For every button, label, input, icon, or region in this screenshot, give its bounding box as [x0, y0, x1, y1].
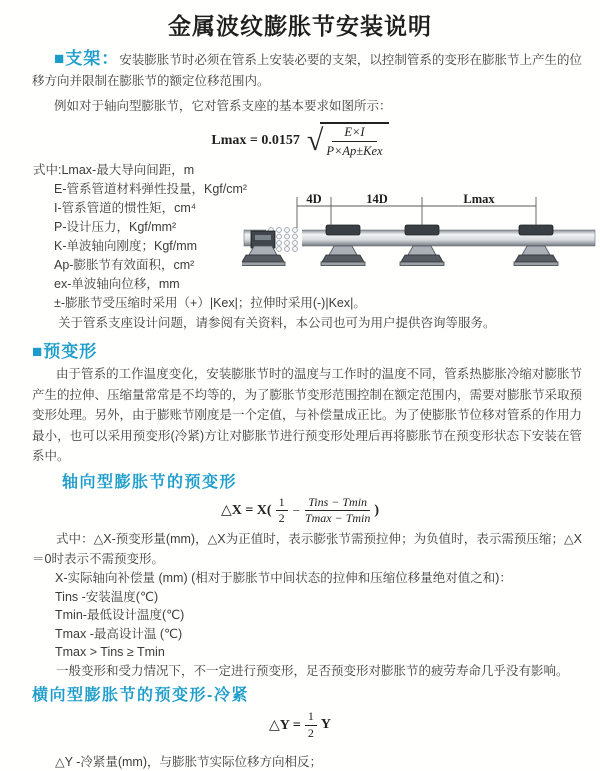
page-title: 金属波纹膨胀节安装说明 [168, 13, 432, 39]
parameter-line: X-实际轴向补偿量 (mm) (相对于膨胀节中间状态的拉伸和压缩位移量绝对值之和)： [55, 571, 512, 586]
fraction-denominator: 2 [278, 511, 285, 526]
definition-line: 式中:Lmax-最大导向间距，m [33, 163, 195, 177]
lmax-formula-fraction [320, 122, 388, 159]
axial-note-text: 一般变形和受力情况下，不一定进行预变形，足否预变形对膨胀节的疲劳寿命几乎没有影响。 [56, 663, 569, 678]
axial-formula-operator: − [292, 502, 300, 518]
dim-label-14d: 14D [366, 193, 388, 206]
fraction-numerator: 1 [276, 496, 288, 512]
definition-line: E-管系管道材料弹性投量，Kgf/cm² [54, 182, 248, 196]
predeform-section-heading [32, 342, 600, 362]
support-example-text: 例如对于轴向型膨胀节，它对管系支座的基本要求如图所示： [54, 99, 392, 113]
lmax-formula-numerator: E×I [332, 125, 376, 142]
support-intro-text: 安装膨胀节时必须在管系上安装必要的支架，以控制管系的变形在膨胀节上产生的位移方向并限制在膨胀节的额定位移范围内。 [32, 53, 582, 88]
parameter-line: Tmax > Tins ≥ Tmin [55, 645, 165, 660]
definition-line: I-管系管道的惯性矩，cm⁴ [54, 201, 197, 215]
predeform-section-marker: ■ [32, 342, 44, 361]
lateral-formula-half-fraction [305, 710, 317, 741]
axial-formula-lhs: △X = X( [220, 503, 272, 519]
support-section-label: 支架： [65, 49, 120, 68]
predeform-paragraph: 由于管系的工作温度变化，安装膨胀节时的温度与工作时的温度不同，管系热膨胀冷缩对膨胀节产生的拉伸、压缩量常常是不均等的，为了膨胀节变形范围控制在额定范围内，需要对膨胀节采取预变形处理。另外，由于膨账节刚度是一个定值，与补偿量成正比。为了使膨胀节位移对管系的作用力最小，也可以采用预变形(冷紧)方让对膨胀节进行预变形处理后再将膨胀节在预变形状态下安装在管系中。 [32, 367, 583, 463]
axial-formula [0, 496, 600, 527]
lmax-formula-denominator: P×Ap±Kex [326, 144, 383, 158]
fraction-denominator: Tmax − Tmin [304, 511, 371, 526]
support-note-text: 关于管系支座设计问题，请参阅有关资料，本公司也可为用户提供咨询等服务。 [58, 316, 496, 330]
definition-line: ±-膨胀节受压缩时采用（+）|Kex|；拉伸时采用(-)|Kex|。 [54, 296, 366, 310]
definition-line: K-单波轴向刚度；Kgf/mm [54, 239, 198, 253]
document-page [0, 12, 600, 770]
definition-line: P-设计压力，Kgf/mm² [54, 220, 177, 234]
predeform-section-label: 预变形 [43, 342, 98, 361]
parameter-line: Tmin-最低设计温度(℃) [55, 608, 185, 623]
lmax-formula [0, 122, 600, 159]
axial-formula-half-fraction [276, 496, 288, 527]
axial-subheading: 轴向型膨胀节的预变形 [62, 473, 238, 491]
fraction-numerator: Tins − Tmin [305, 496, 370, 512]
fraction-denominator: 2 [307, 725, 314, 740]
dimension-lines [297, 197, 536, 228]
axial-formula-temp-fraction [305, 496, 370, 527]
lateral-formula [0, 710, 600, 741]
definition-line: ex-单波轴向位移，mm [54, 277, 180, 291]
radical-sign: √ [306, 123, 324, 157]
axial-parameter-list [0, 569, 600, 662]
lateral-explain-text: △Y -冷紧量(mm)，与膨胀节实际位移方向相反； [55, 755, 323, 770]
fraction-numerator: 1 [305, 710, 317, 726]
support-intro-paragraph [32, 48, 582, 92]
lateral-subheading: 横向型膨胀节的预变形-冷紧 [32, 687, 249, 705]
dim-label-lmax: Lmax [463, 193, 495, 206]
lateral-formula-lhs: △Y = [269, 717, 301, 733]
parameter-line: Tins -安装温度(℃) [55, 589, 159, 604]
support-section-marker: ■ [54, 49, 66, 68]
lateral-formula-rhs: Y [320, 717, 331, 733]
parameter-line: Tmax -最高设计温 (℃) [55, 626, 183, 641]
definition-line: Ap-膨胀节有效面积，cm² [54, 258, 195, 272]
definitions-and-diagram [33, 161, 600, 313]
lmax-formula-lhs: Lmax = 0.0157 [211, 132, 300, 148]
pipe-support-diagram [242, 193, 598, 267]
dim-label-4d: 4D [306, 193, 322, 206]
axial-formula-rhs: ) [374, 502, 380, 518]
axial-explain-text: 式中：△X-预变形量(mm)，△X为正值时，表示膨张节需预拉伸；为负值时，表示需预压缩；△X＝0时表示不需预变形。 [32, 532, 582, 567]
